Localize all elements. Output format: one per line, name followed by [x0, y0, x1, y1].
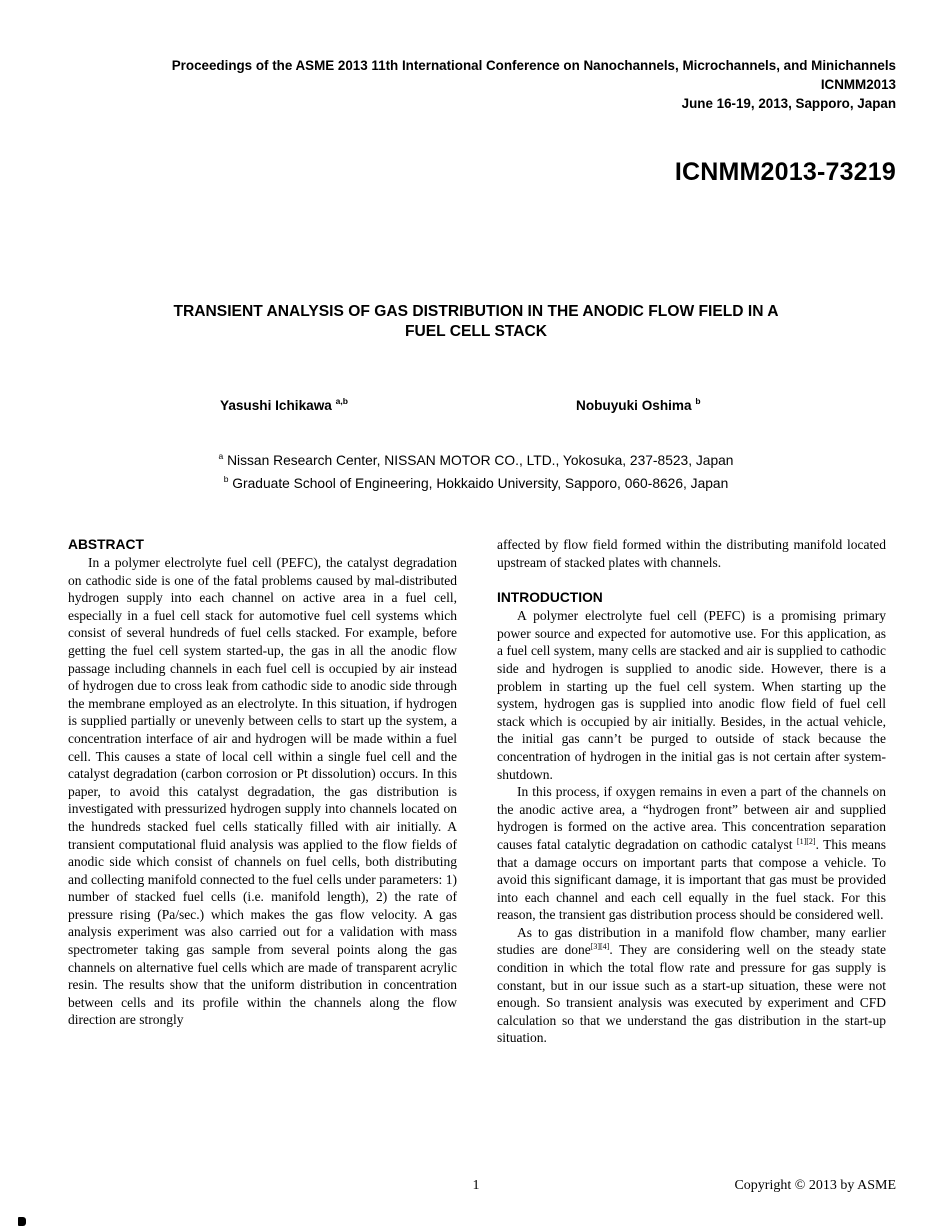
paper-id: ICNMM2013-73219	[674, 158, 896, 186]
affiliation-b-text: Graduate School of Engineering, Hokkaido University, Sapporo, 060-8626, Japan	[232, 476, 729, 491]
intro-p3-text-b: . They are considering well on the steady state condition in which the total flow rate and pressure for gas supply is constant, but in our issue such as a start-up situation, these were not enough. So transient analysis was executed by experiment and CFD calculation so that we understand the gas distribution in the start-up situation.	[497, 942, 886, 1046]
conference-name: Proceedings of the ASME 2013 11th International Conference on Nanochannels, Microchannels, and Minichannels	[171, 58, 896, 73]
abstract-paragraph-continued: affected by flow field formed within the distributing manifold located upstream of stacked plates with channels.	[497, 537, 886, 570]
intro-p2-text-a: In this process, if oxygen remains in even a part of the channels on the anodic active area, a “hydrogen front” between air and supplied hydrogen is formed on the active area. This concentration separation causes fatal catalytic degradation on cathodic catalyst	[497, 784, 886, 852]
abstract-heading: ABSTRACT	[68, 537, 144, 552]
intro-p2-text-b: . This means that a damage occurs on important parts that compose a vehicle. To avoid this significant damage, it is important that gas must be provided into each channel and each cell equally in the fuel stack. For this reason, the transient gas distribution process should be considered well.	[497, 836, 886, 923]
right-column	[497, 536, 886, 1047]
author-2-name: Nobuyuki Oshima	[576, 398, 692, 413]
conference-acronym: ICNMM2013	[820, 77, 896, 92]
affiliation-a-marker: a	[218, 451, 224, 461]
abstract-paragraph: In a polymer electrolyte fuel cell (PEFC), the catalyst degradation on cathodic side is one of the fatal problems caused by mal-distributed hydrogen supply into each channel on active area in a fuel cell, especially in a fuel cell stack for automotive fuel cell systems which consist of several hundreds of fuel cells stacked. For example, before getting the fuel cell system started-up, the gas in all the anodic flow passage including channels in each fuel cell is occupied by air instead of hydrogen due to cross leak from cathodic side to anodic side through the membrane employed as an electrolyte. In this situation, if hydrogen is supplied partially or unevenly between cells to start up the system, a concentration interface of air and hydrogen will be made within a fuel cell. This causes a state of local cell within a single fuel cell and the catalyst degradation (carbon corrosion or Pt dissolution) occurs. In this paper, to avoid this catalyst degradation, the gas distribution is investigated with pressurized hydrogen supply into channels located on the hundreds stacked fuel cells statically filled with air initially. A transient computational fluid analysis was applied to the flow fields of anodic side which consist of channels on fuel cells, both distributing and collecting manifold connected to the fuel cells under parameters: 1) number of stacked fuel cells (i.e. manifold length), 2) the rate of pressure rising (Pa/sec.) which makes the gas flow velocity. A gas analysis experiment was also carried out for a validation with mass spectrometer taking gas sample from several points along the gas channels on alternative fuel cells which are made of transparent acrylic resin. The results show that the uniform distribution in concentration between cells and its profile within the channels along the flow direction are strongly	[68, 555, 457, 1028]
introduction-heading: INTRODUCTION	[497, 590, 603, 606]
title-line-2: FUEL CELL STACK	[404, 323, 548, 340]
introduction-paragraph-2	[497, 783, 886, 924]
affiliation-a	[70, 447, 882, 470]
citation-3-4: [3][4]	[590, 942, 610, 952]
author-2	[576, 396, 701, 413]
introduction-paragraph-3	[497, 924, 886, 1047]
affiliations	[70, 447, 882, 493]
author-2-affiliation-marker: b	[695, 396, 701, 406]
introduction-paragraph-1: A polymer electrolyte fuel cell (PEFC) is a promising primary power source and expected for automotive use. For this application, as a fuel cell system, many cells are stacked and air is supplied to cathodic side and hydrogen is supplied to anodic side. However, there is a problem in starting up the fuel cell system. When starting up the system, hydrogen gas is supplied into anodic flow field of fuel cell stack which is occupied by air initially. Besides, in the actual vehicle, the initial gas cann’t be purged to outside of stack because the concentration of hydrogen in the initial gas is not certain after system-shutdown.	[497, 608, 886, 782]
affiliation-b-marker: b	[223, 474, 229, 484]
author-1-affiliation-marker: a,b	[335, 396, 348, 406]
affiliation-b	[70, 470, 882, 493]
affiliation-a-text: Nissan Research Center, NISSAN MOTOR CO., LTD., Yokosuka, 237-8523, Japan	[227, 453, 734, 468]
proceedings-header	[172, 56, 896, 113]
title-line-1: TRANSIENT ANALYSIS OF GAS DISTRIBUTION IN THE ANODIC FLOW FIELD IN A	[173, 303, 779, 320]
paper-title	[70, 302, 882, 342]
intro-p3-text-a: As to gas distribution in a manifold flow chamber, many earlier studies are done	[497, 924, 886, 958]
citation-1-2: [1][2]	[796, 836, 816, 846]
conference-date-location: June 16-19, 2013, Sapporo, Japan	[681, 96, 896, 111]
left-column	[68, 536, 457, 1029]
corner-mark-icon	[18, 1217, 26, 1226]
author-1	[220, 396, 348, 413]
copyright-notice: Copyright © 2013 by ASME	[734, 1178, 896, 1193]
page-number: 1	[472, 1178, 480, 1193]
author-1-name: Yasushi Ichikawa	[220, 398, 332, 413]
